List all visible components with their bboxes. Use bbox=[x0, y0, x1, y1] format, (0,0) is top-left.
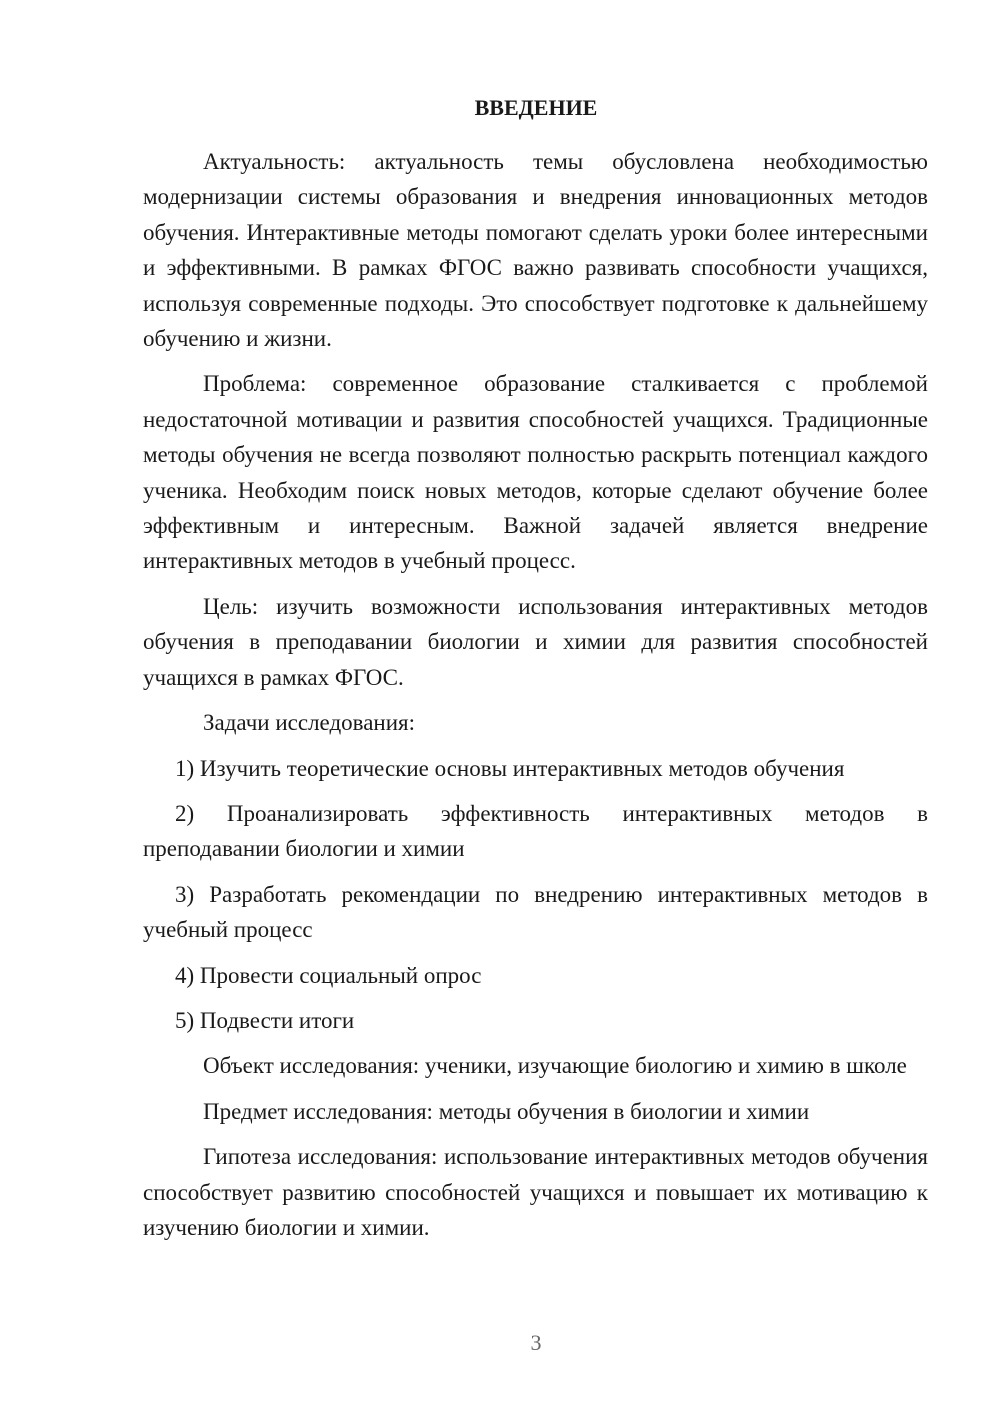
task-item-4: 4) Провести социальный опрос bbox=[175, 962, 482, 988]
task-item-2: 2) Проанализировать эффективность интерактивных методов в преподавании биологии и химии bbox=[143, 800, 928, 862]
page-number: 3 bbox=[530, 1330, 542, 1355]
section-title: ВВЕДЕНИЕ bbox=[474, 95, 598, 120]
task-item-1: 1) Изучить теоретические основы интерактивных методов обучения bbox=[175, 755, 845, 781]
paragraph-relevance: Актуальность: актуальность темы обусловлена необходимостью модернизации системы образования и внедрения инновационных методов обучения. Интерактивные методы помогают сделать уроки более интересными и эффективными. В рамках ФГОС важно развивать способности учащихся, используя современные подходы. Это способствует подготовке к дальнейшему обучению и жизни. bbox=[143, 149, 928, 352]
paragraph-problem: Проблема: современное образование сталкивается с проблемой недостаточной мотивации и развития способностей учащихся. Традиционные методы обучения не всегда позволяют полностью раскрыть потенциал каждого ученика. Необходим поиск новых методов, которые сделают обучение более эффективным и интересным. Важной задачей является внедрение интерактивных методов в учебный процесс. bbox=[143, 371, 928, 574]
paragraph-hypothesis: Гипотеза исследования: использование интерактивных методов обучения способствует развитию способностей учащихся и повышает их мотивацию к изучению биологии и химии. bbox=[143, 1144, 928, 1240]
page-content bbox=[143, 92, 928, 1245]
task-item-5: 5) Подвести итоги bbox=[175, 1007, 355, 1033]
paragraph-object: Объект исследования: ученики, изучающие биологию и химию в школе bbox=[203, 1053, 907, 1079]
paragraph-subject: Предмет исследования: методы обучения в биологии и химии bbox=[203, 1098, 810, 1124]
paragraph-goal: Цель: изучить возможности использования интерактивных методов обучения в преподавании биологии и химии для развития способностей учащихся в рамках ФГОС. bbox=[143, 593, 928, 690]
task-item-3: 3) Разработать рекомендации по внедрению интерактивных методов в учебный процесс bbox=[143, 881, 928, 943]
tasks-heading: Задачи исследования: bbox=[203, 710, 416, 736]
